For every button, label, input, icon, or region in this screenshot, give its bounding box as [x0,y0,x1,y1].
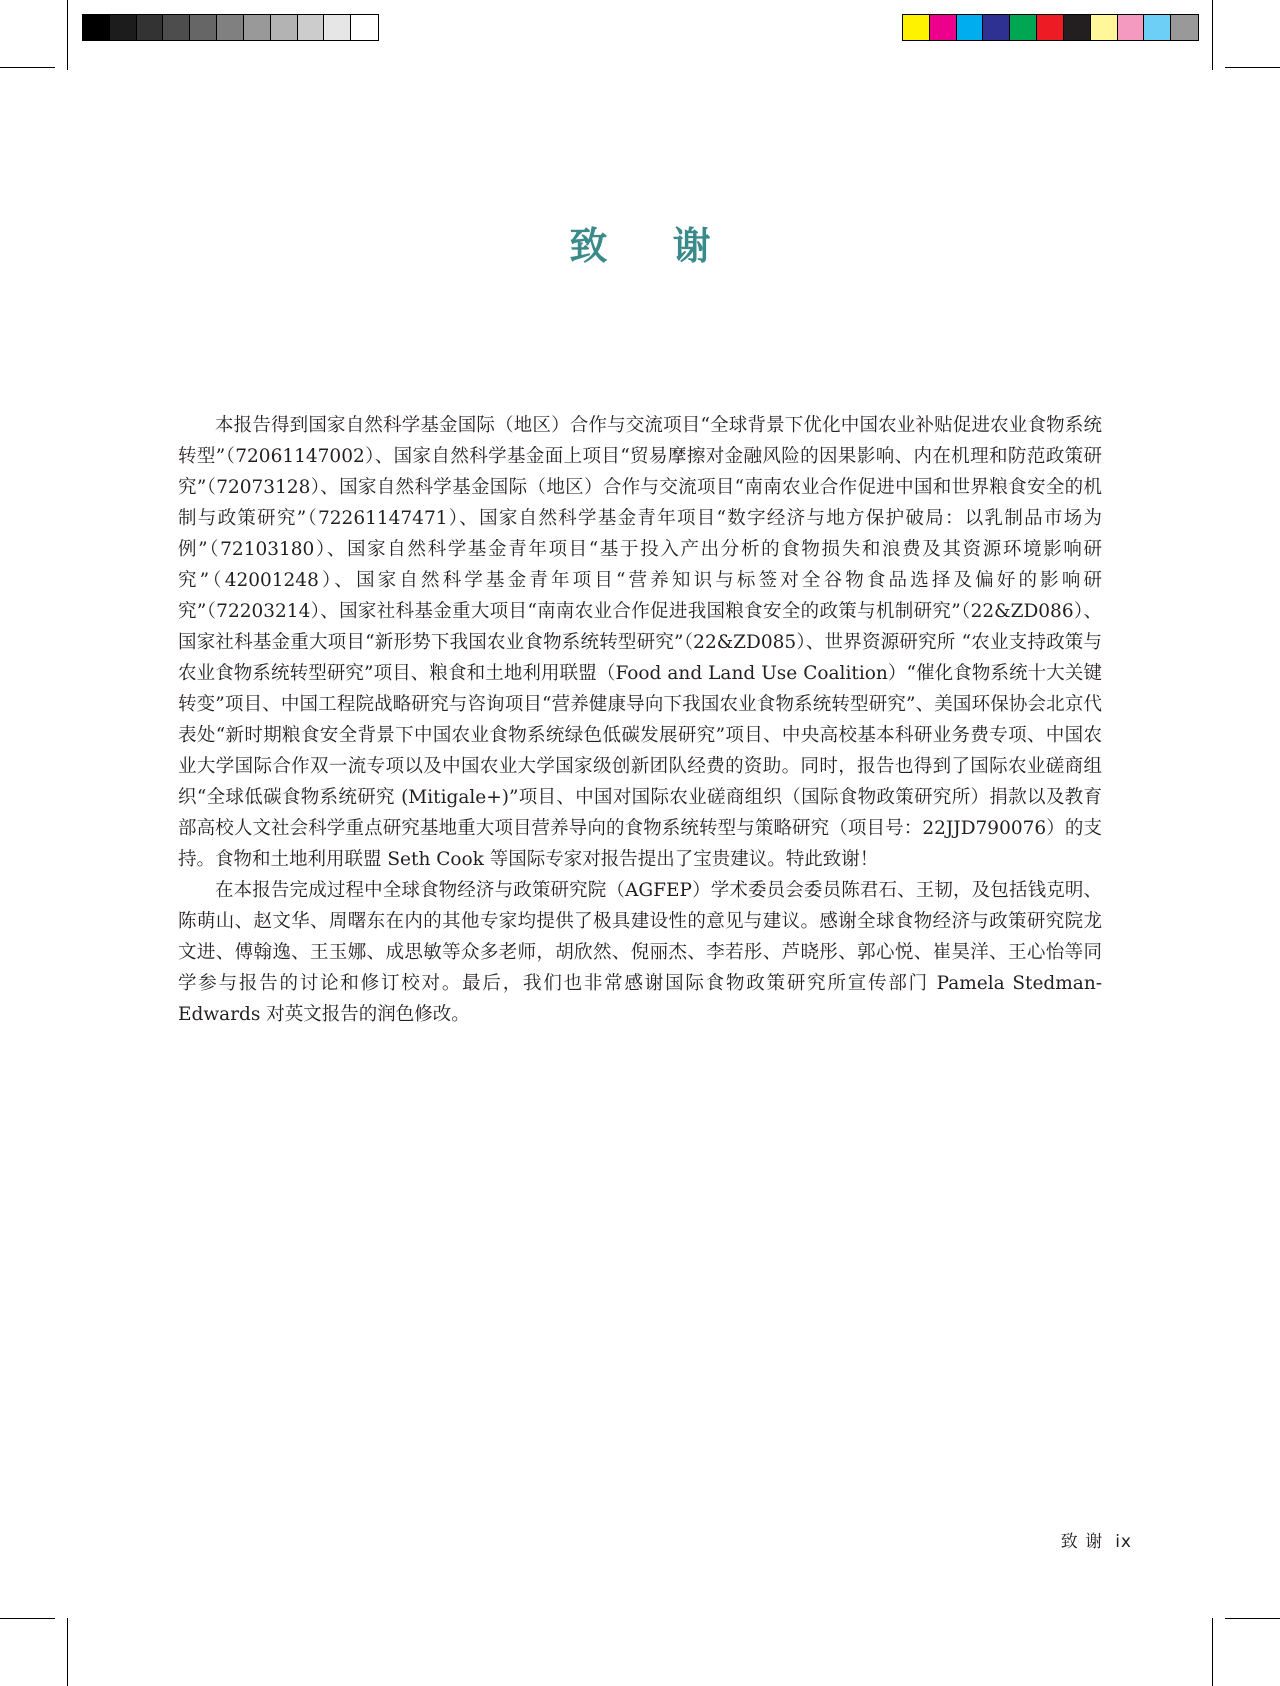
grayscale-swatch [110,15,137,40]
crop-mark-bottom-right-v [1212,1618,1213,1686]
process-color-bar [902,14,1199,41]
grayscale-swatch [163,15,190,40]
grayscale-swatch [83,15,110,40]
grayscale-swatch [298,15,325,40]
grayscale-swatch [217,15,244,40]
grayscale-swatch [351,15,378,40]
grayscale-swatch [271,15,298,40]
crop-mark-bottom-right-h [1225,1618,1280,1619]
footer-section-label: 致 谢 [1060,1532,1104,1552]
process-swatch [983,15,1010,40]
process-swatch [1144,15,1171,40]
process-swatch [930,15,957,40]
grayscale-swatch [324,15,351,40]
page-title: 致 谢 [569,223,737,268]
paragraph: 在本报告完成过程中全球食物经济与政策研究院（AGFEP）学术委员会委员陈君石、王韧，及包括钱克明、陈萌山、赵文华、周曙东在内的其他专家均提供了极具建设性的意见与建议。感谢全球食物经济与政策研究院龙文进、傅翰逸、王玉娜、成思敏等众多老师，胡欣然、倪丽杰、李若彤、芦晓彤、郭心悦、崔昊洋、王心怡等同学参与报告的讨论和修订校对。最后，我们也非常感谢国际食物政策研究所宣传部门 Pamela Stedman-Edwards 对英文报告的润色修改。 [178,880,1102,1025]
process-swatch [1064,15,1091,40]
page-number: ix [1115,1532,1132,1552]
grayscale-swatch [137,15,164,40]
crop-mark-bottom-left-v [67,1618,68,1686]
paragraph: 本报告得到国家自然科学基金国际（地区）合作与交流项目“全球背景下优化中国农业补贴促进农业食物系统转型”（72061147002）、国家自然科学基金面上项目“贸易摩擦对金融风险的因果影响、内在机理和防范政策研究”（72073128）、国家自然科学基金国际（地区）合作与交流项目“南南农业合作促进中国和世界粮食安全的机制与政策研究”（72261147471）、国家自然科学基金青年项目“数字经济与地方保护破局：以乳制品市场为例”（72103180）、国家自然科学基金青年项目“基于投入产出分析的食物损失和浪费及其资源环境影响研究”（42001248）、国家自然科学基金青年项目“营养知识与标签对全谷物食品选择及偏好的影响研究”（72203214）、国家社科基金重大项目“南南农业合作促进我国粮食安全的政策与机制研究”（22&ZD086）、国家社科基金重大项目“新形势下我国农业食物系统转型研究”（22&ZD085）、世界资源研究所 “农业支持政策与农业食物系统转型研究”项目、粮食和土地利用联盟（Food and Land Use Coalition）“催化食物系统十大关键转变”项目、中国工程院战略研究与咨询项目“营养健康导向下我国农业食物系统转型研究”、美国环保协会北京代表处“新时期粮食安全背景下中国农业食物系统绿色低碳发展研究”项目、中央高校基本科研业务费专项、中国农业大学国际合作双一流专项以及中国农业大学国家级创新团队经费的资助。同时，报告也得到了国际农业磋商组织“全球低碳食物系统研究 (Mitigale+)”项目、中国对国际农业磋商组织（国际食物政策研究所）捐款以及教育部高校人文社会科学重点研究基地重大项目营养导向的食物系统转型与策略研究（项目号：22JJD790076）的支持。食物和土地利用联盟 Seth Cook 等国际专家对报告提出了宝贵建议。特此致谢！ [178,415,1102,870]
crop-mark-bottom-left-h [0,1618,55,1619]
crop-mark-top-right-h [1225,67,1280,68]
process-swatch [1037,15,1064,40]
process-swatch [1171,15,1198,40]
page-footer [1061,1527,1132,1552]
acknowledgement-body [178,410,1102,1030]
process-swatch [903,15,930,40]
crop-mark-top-left-h [0,67,55,68]
process-swatch [1010,15,1037,40]
grayscale-color-bar [82,14,379,41]
process-swatch [957,15,984,40]
crop-mark-top-left-v [67,0,68,70]
grayscale-swatch [190,15,217,40]
process-swatch [1091,15,1118,40]
crop-mark-top-right-v [1212,0,1213,70]
grayscale-swatch [244,15,271,40]
process-swatch [1118,15,1145,40]
